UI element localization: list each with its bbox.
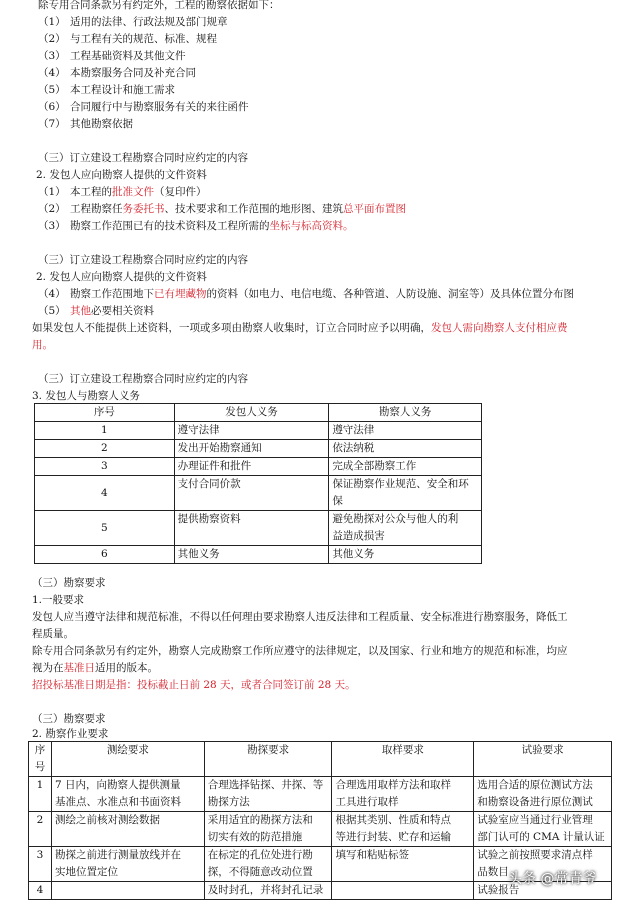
row-number: 4 bbox=[29, 882, 52, 900]
client-duty: 办理证件和批件 bbox=[174, 458, 329, 476]
table-row bbox=[29, 777, 612, 812]
section4-subheading: 1.一般要求 bbox=[32, 594, 85, 606]
row-number: 3 bbox=[29, 847, 52, 882]
section2-note-line1: 如果发包人不能提供上述资料，一项或多项由勘察人收集时，订立合同时应予以明确，发包人需向勘察人支付相应费 bbox=[32, 322, 568, 334]
table-row bbox=[35, 476, 482, 511]
basis-item: （6） 合同履行中与勘察服务有关的来往函件 bbox=[38, 101, 249, 113]
table-row bbox=[35, 422, 482, 440]
obligations-table bbox=[34, 403, 482, 564]
intro-line: 除专用合同条款另有约定外，工程的勘察依据如下： bbox=[38, 0, 280, 11]
table-row bbox=[35, 440, 482, 458]
section2-item4: （4） 勘察工作范围地下已有埋藏物的资料（如电力、电信电缆、各种管道、人防设施、洞室等）及具体位置分布图 bbox=[38, 288, 574, 300]
row-number: 2 bbox=[29, 812, 52, 847]
surveyor-duty: 依法纳税 bbox=[329, 440, 482, 458]
client-duty: 提供勘察资料 bbox=[174, 511, 329, 546]
client-duty: 支付合同价款 bbox=[174, 476, 329, 511]
section5-heading: （三）勘察要求 bbox=[32, 713, 106, 725]
requirement-cell: 填写和粘贴标签 bbox=[332, 847, 474, 882]
requirement-cell: 合理选用取样方法和取样 工具进行取样 bbox=[332, 777, 474, 812]
row-number: 6 bbox=[35, 546, 175, 564]
header-exploration: 勘探要求 bbox=[204, 742, 332, 777]
section1-item1: （1） 本工程的批准文件（复印件） bbox=[38, 186, 207, 198]
basis-item: （4） 本勘察服务合同及补充合同 bbox=[38, 67, 196, 79]
surveyor-duty: 完成全部勘察工作 bbox=[329, 458, 482, 476]
requirement-cell: 合理选择钻探、井探、等 勘探方法 bbox=[204, 777, 332, 812]
surveyor-duty: 保证勘察作业规范、安全和环 保 bbox=[329, 476, 482, 511]
requirement-cell: 试验室应当通过行业管理 部门认可的 CMA 计量认证 bbox=[474, 812, 612, 847]
watermark: 头条 @常青爷 bbox=[508, 871, 597, 887]
section2-item5: （5） 其他必要相关资料 bbox=[38, 305, 154, 317]
table-row bbox=[35, 458, 482, 476]
header-client-duty: 发包人义务 bbox=[174, 404, 329, 422]
client-duty: 发出开始勘察通知 bbox=[174, 440, 329, 458]
base-date-definition: 招投标基准日期是指：投标截止日前 28 天，或者合同签订前 28 天。 bbox=[32, 679, 356, 691]
section2-subheading: 2. 发包人应向勘察人提供的文件资料 bbox=[36, 271, 207, 283]
basis-item: （2） 与工程有关的规范、标准、规程 bbox=[38, 33, 217, 45]
requirement-cell bbox=[332, 882, 474, 900]
table-row bbox=[29, 812, 612, 847]
requirement-cell: 在标定的孔位处进行勘 探，不得随意改动位置 bbox=[204, 847, 332, 882]
table-row bbox=[35, 511, 482, 546]
client-duty: 其他义务 bbox=[174, 546, 329, 564]
basis-item: （7） 其他勘察依据 bbox=[38, 118, 133, 130]
requirement-cell: 测绘之前核对测绘数据 bbox=[51, 812, 204, 847]
client-duty: 遵守法律 bbox=[174, 422, 329, 440]
requirement-cell: 试验之前按照要求清点样 品数目 bbox=[474, 847, 612, 882]
requirement-cell: 勘探之前进行测量放线并在 实地位置定位 bbox=[51, 847, 204, 882]
requirement-cell: 及时封孔，并将封孔记录 bbox=[204, 882, 332, 900]
section3-heading: （三）订立建设工程勘察合同时应约定的内容 bbox=[38, 373, 248, 385]
general-req-para1-l2: 程质量。 bbox=[32, 628, 74, 640]
requirement-cell: 采用适宜的勘探方法和 切实有效的防范措施 bbox=[204, 812, 332, 847]
row-number: 5 bbox=[35, 511, 175, 546]
section3-subheading: 3. 发包人与勘察人义务 bbox=[32, 390, 140, 402]
basis-item: （5） 本工程设计和施工需求 bbox=[38, 84, 175, 96]
requirement-cell: 选用合适的原位测试方法 和勘察设备进行原位测试 bbox=[474, 777, 612, 812]
section1-item3: （3） 勘察工作范围已有的技术资料及工程所需的坐标与标高资料。 bbox=[38, 220, 354, 232]
header-testing: 试验要求 bbox=[474, 742, 612, 777]
surveyor-duty: 其他义务 bbox=[329, 546, 482, 564]
header-surveying: 测绘要求 bbox=[51, 742, 204, 777]
surveyor-duty: 避免勘探对公众与他人的利 益造成损害 bbox=[329, 511, 482, 546]
header-seq: 序 号 bbox=[29, 742, 52, 777]
section4-heading: （三）勘察要求 bbox=[32, 577, 106, 589]
header-no: 序号 bbox=[35, 404, 175, 422]
basis-item: （3） 工程基础资料及其他文件 bbox=[38, 50, 186, 62]
table-row bbox=[35, 546, 482, 564]
general-req-para2-l1: 除专用合同条款另有约定外，勘察人完成勘察工作所应遵守的法律规定，以及国家、行业和地方的规范和标准，均应 bbox=[32, 645, 568, 657]
section5-subheading: 2. 勘察作业要求 bbox=[32, 728, 109, 740]
header-surveyor-duty: 勘察人义务 bbox=[329, 404, 482, 422]
section1-heading: （三）订立建设工程勘察合同时应约定的内容 bbox=[38, 152, 248, 164]
obligations-table-header bbox=[35, 404, 482, 422]
section1-subheading: 2. 发包人应向勘察人提供的文件资料 bbox=[36, 169, 207, 181]
row-number: 1 bbox=[29, 777, 52, 812]
requirement-cell bbox=[51, 882, 204, 900]
header-sampling: 取样要求 bbox=[332, 742, 474, 777]
section1-item2: （2） 工程勘察任务委托书、技术要求和工作范围的地形图、建筑总平面布置图 bbox=[38, 203, 406, 215]
general-req-para2-l2: 视为在基准日适用的版本。 bbox=[32, 662, 158, 674]
row-number: 4 bbox=[35, 476, 175, 511]
row-number: 1 bbox=[35, 422, 175, 440]
basis-item: （1） 适用的法律、行政法规及部门规章 bbox=[38, 16, 228, 28]
general-req-para1-l1: 发包人应当遵守法律和规范标准，不得以任何理由要求勘察人违反法律和工程质量、安全标准进行勘察服务，降低工 bbox=[32, 611, 568, 623]
requirement-cell: 根据其类别、性质和特点 等进行封装、贮存和运输 bbox=[332, 812, 474, 847]
section2-heading: （三）订立建设工程勘察合同时应约定的内容 bbox=[38, 254, 248, 266]
work-table-header bbox=[29, 742, 612, 777]
row-number: 2 bbox=[35, 440, 175, 458]
surveyor-duty: 遵守法律 bbox=[329, 422, 482, 440]
requirement-cell: 7 日内，向勘察人提供测量 基准点、水准点和书面资料 bbox=[51, 777, 204, 812]
requirement-cell: 试验报告 bbox=[474, 882, 612, 900]
section2-note-line2: 用。 bbox=[32, 339, 53, 351]
row-number: 3 bbox=[35, 458, 175, 476]
